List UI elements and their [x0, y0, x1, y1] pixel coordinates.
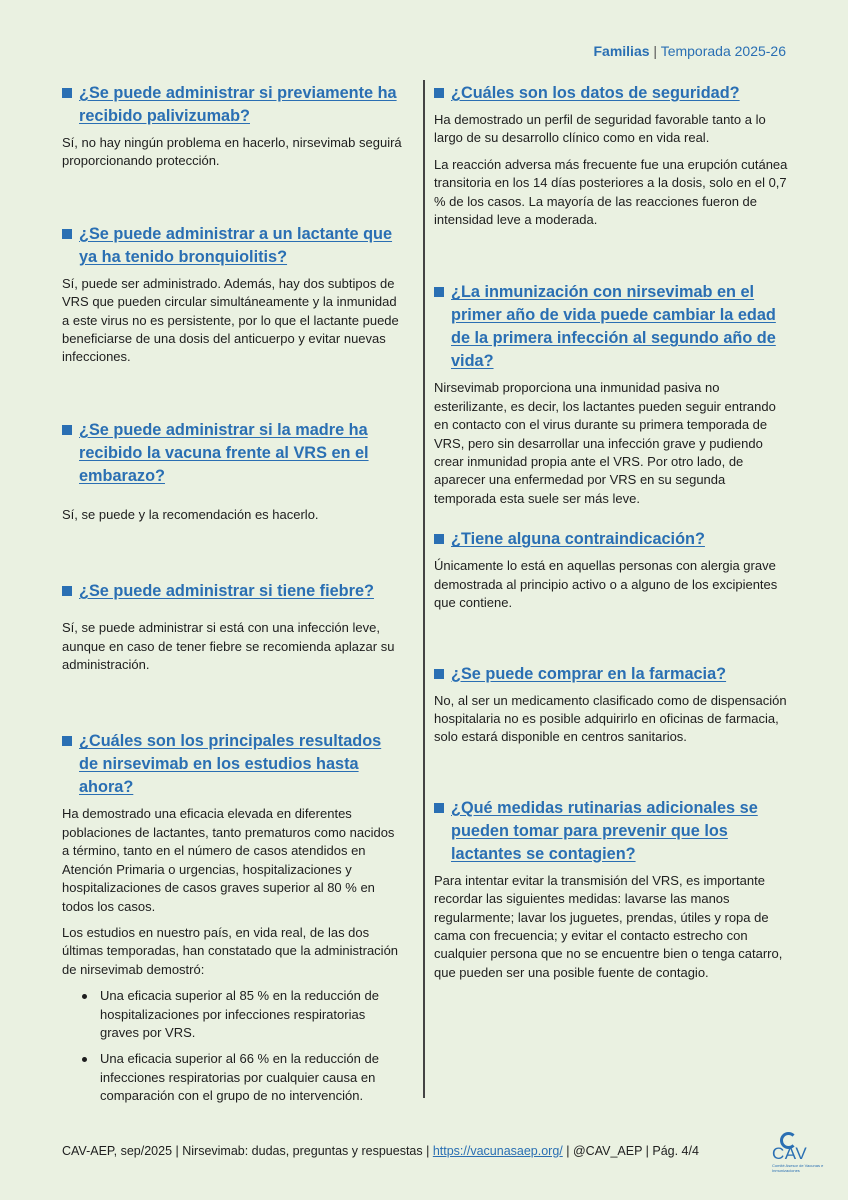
faq-block	[434, 797, 788, 982]
square-bullet-icon	[434, 669, 444, 679]
faq-question[interactable]: ¿Tiene alguna contraindicación?	[434, 528, 788, 551]
left-column	[62, 82, 402, 1146]
page-header	[593, 43, 786, 59]
faq-answer: Sí, puede ser administrado. Además, hay dos subtipos de VRS que pueden circular simultáneamente y la inmunidad a este virus no es persistente, por lo que el lactante puede beneficiarse de una dosis del anticuerpo y evitar nuevas infecciones.	[62, 275, 399, 365]
right-column	[434, 82, 788, 1022]
cav-logo	[770, 1130, 830, 1178]
faq-answer: Sí, no hay ningún problema en hacerlo, nirsevimab seguirá proporcionando protección.	[62, 135, 402, 169]
faq-answer: No, al ser un medicamento clasificado como de dispensación hospitalaria no es posible adquirirlo en oficinas de farmacia, solo estará disponible en centros sanitarios.	[434, 692, 787, 745]
bullet-list	[62, 987, 402, 1105]
faq-block	[62, 580, 402, 674]
faq-question[interactable]: ¿Se puede administrar si tiene fiebre?	[62, 580, 402, 603]
header-section: Familias	[593, 43, 650, 59]
faq-question[interactable]: ¿Qué medidas rutinarias adicionales se pueden tomar para prevenir que los lactantes se contagien?	[434, 797, 788, 866]
logo-subtext: Comité Asesor de Vacunas e Inmunizaciones	[772, 1163, 824, 1173]
square-bullet-icon	[434, 88, 444, 98]
faq-question[interactable]: ¿Cuáles son los principales resultados de nirsevimab en los estudios hasta ahora?	[62, 730, 402, 799]
faq-question[interactable]: ¿Se puede administrar a un lactante que ya ha tenido bronquiolitis?	[62, 223, 402, 269]
footer-suffix: | @CAV_AEP | Pág. 4/4	[562, 1144, 699, 1158]
faq-question[interactable]: ¿Se puede comprar en la farmacia?	[434, 663, 788, 686]
page-footer	[62, 1144, 699, 1158]
column-divider	[423, 80, 425, 1098]
faq-block	[62, 223, 402, 367]
footer-link[interactable]: https://vacunasaep.org/	[432, 1144, 563, 1158]
faq-answer: Sí, se puede administrar si está con una infección leve, aunque en caso de tener fiebre se recomienda aplazar su administración.	[62, 620, 395, 673]
faq-block	[434, 528, 788, 612]
faq-answer: Nirsevimab proporciona una inmunidad pasiva no esterilizante, es decir, los lactantes pueden seguir entrando en contacto con el virus durante su primera temporada de VRS, pero sin desarrollar una infección grave y pudiendo crear inmunidad propia ante el VRS. Por otro lado, de aparecer una enfermedad por VRS en su segunda temporada esta suele ser más leve.	[434, 380, 776, 506]
square-bullet-icon	[62, 586, 72, 596]
faq-answer: Ha demostrado una eficacia elevada en diferentes poblaciones de lactantes, tanto prematuros como nacidos a término, tanto en el número de casos atendidos en Atención Primaria o urgencias, hospitalizaciones y hospitalizaciones de casos graves superior al 80 % en todos los casos.	[62, 806, 395, 914]
faq-answer: Los estudios en nuestro país, en vida real, de las dos últimas temporadas, han constatado que la administración de nirsevimab demostró:	[62, 924, 399, 977]
logo-text: CAV	[772, 1144, 808, 1163]
faq-answer: Para intentar evitar la transmisión del VRS, es importante recordar las siguientes medidas: lavarse las manos regularmente; lavar los juguetes, prendas, útiles y ropa de cama con frecuencia; y evitar el contacto estrecho con cualquier persona que no se encuentre bien o tenga catarro, que pueden ser una posible fuente de contagio.	[434, 872, 783, 980]
square-bullet-icon	[62, 88, 72, 98]
faq-question[interactable]: ¿Se puede administrar si la madre ha recibido la vacuna frente al VRS en el embarazo?	[62, 419, 402, 488]
faq-question[interactable]: ¿La inmunización con nirsevimab en el primer año de vida puede cambiar la edad de la primera infección al segundo año de vida?	[434, 281, 788, 373]
faq-answer: Sí, se puede y la recomendación es hacerlo.	[62, 506, 319, 522]
faq-block	[62, 730, 402, 1105]
list-item: Una eficacia superior al 85 % en la reducción de hospitalizaciones por infecciones respiratorias graves por VRS.	[100, 987, 402, 1042]
footer-prefix: CAV-AEP, sep/2025 | Nirsevimab: dudas, preguntas y respuestas |	[62, 1144, 433, 1158]
list-item: Una eficacia superior al 66 % en la reducción de infecciones respiratorias por cualquier causa en comparación con el grupo de no intervención.	[100, 1050, 402, 1105]
header-season: Temporada 2025-26	[660, 43, 786, 59]
square-bullet-icon	[434, 287, 444, 297]
square-bullet-icon	[62, 425, 72, 435]
faq-block	[62, 82, 402, 171]
faq-question[interactable]: ¿Se puede administrar si previamente ha recibido palivizumab?	[62, 82, 402, 128]
faq-question[interactable]: ¿Cuáles son los datos de seguridad?	[434, 82, 788, 105]
faq-block	[434, 82, 788, 229]
faq-block	[434, 663, 788, 747]
square-bullet-icon	[434, 803, 444, 813]
faq-block	[434, 281, 788, 508]
faq-answer: La reacción adversa más frecuente fue una erupción cutánea transitoria en los 14 días posteriores a la dosis, solo en el 0,7 % de los casos. La mayoría de las reacciones fueron de intensidad leve a moderada.	[434, 156, 788, 228]
faq-answer: Únicamente lo está en aquellas personas con alergia grave demostrada al principio activo o a alguno de los excipientes que contiene.	[434, 558, 778, 611]
square-bullet-icon	[62, 229, 72, 239]
square-bullet-icon	[62, 736, 72, 746]
square-bullet-icon	[434, 534, 444, 544]
faq-answer: Ha demostrado un perfil de seguridad favorable tanto a lo largo de su desarrollo clínico como en vida real.	[434, 112, 766, 146]
header-separator: |	[653, 43, 658, 59]
faq-block	[62, 419, 402, 524]
